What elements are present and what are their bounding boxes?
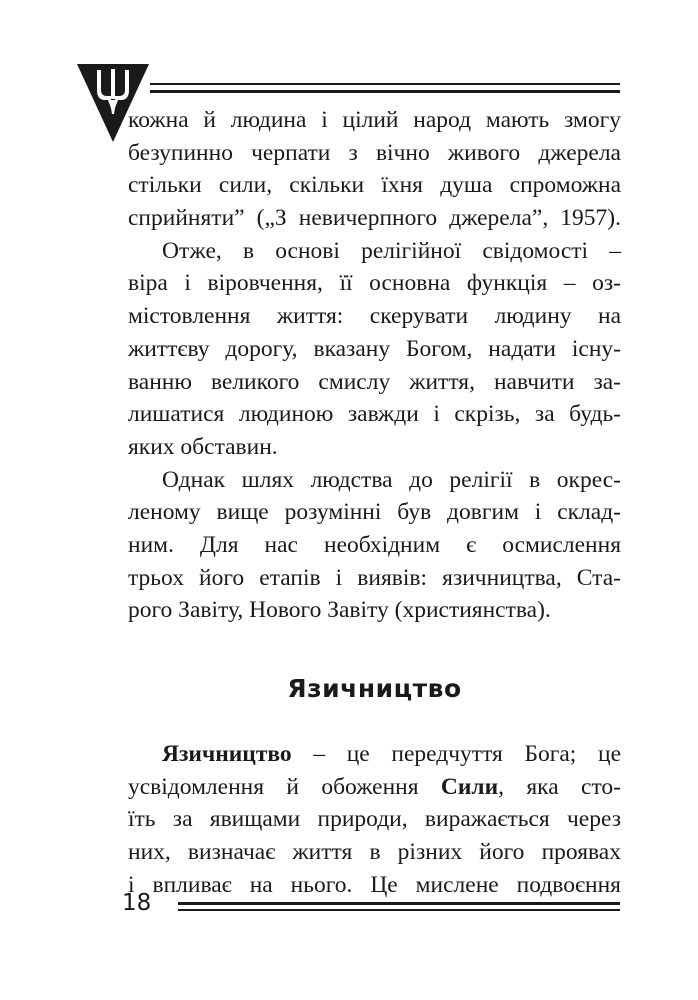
text-line: Однак шлях людства до релігії в окрес- [162, 466, 621, 493]
text-fragment: – це передчуття Бога; це [291, 741, 621, 767]
text-line: рого Завіту, Нового Завіту (християнства). [128, 597, 551, 624]
text-line [128, 738, 621, 771]
body-text [128, 104, 621, 627]
text-line: Отже, в основі релігійної свідомості – [162, 237, 621, 264]
text-line [128, 771, 621, 804]
text-line: лишатися людиною завжди і скрізь, за будь- [128, 401, 621, 428]
text-line: стільки сили, скільки їхня душа спроможна [128, 172, 621, 199]
text-line: і впливає на нього. Це мислене подвоєння [128, 871, 621, 898]
text-fragment: усвідомлення й обоження [128, 773, 441, 800]
section-heading: Язичництво [287, 674, 462, 703]
text-line: їть за явищами природи, виражається через [128, 806, 621, 833]
text-line: містовлення життя: скерувати людину на [128, 303, 621, 330]
text-line: них, визначає життя в різних його проявах [128, 839, 621, 866]
text-fragment: , яка сто- [498, 773, 621, 800]
footer-double-rule [178, 902, 620, 911]
page-number: 18 [122, 890, 152, 916]
text-line: ванню великого смислу життя, навчити за- [128, 368, 621, 395]
bold-term: Язичництво [162, 741, 292, 767]
text-line: яких обставин. [128, 433, 278, 460]
body-text-section [128, 738, 621, 901]
header-double-rule [150, 83, 620, 93]
text-line: кожна й людина і цілий народ мають змогу [128, 107, 621, 133]
bold-term: Сили [440, 773, 499, 800]
text-line: життєву дорогу, вказану Богом, надати існу- [128, 335, 621, 362]
text-line: ним. Для нас необхідним є осмислення [128, 531, 621, 558]
text-line: леному вище розумінні був довгим і склад- [128, 499, 621, 526]
text-line: трьох його етапів і виявів: язичництва, Ста- [128, 564, 621, 591]
text-line: сприйняти” („З невичерпного джерела”, 1957). [128, 205, 621, 232]
text-line: віра і віровчення, її основна функція – оз- [128, 270, 621, 297]
text-line: безупинно черпати з вічно живого джерела [128, 139, 621, 166]
